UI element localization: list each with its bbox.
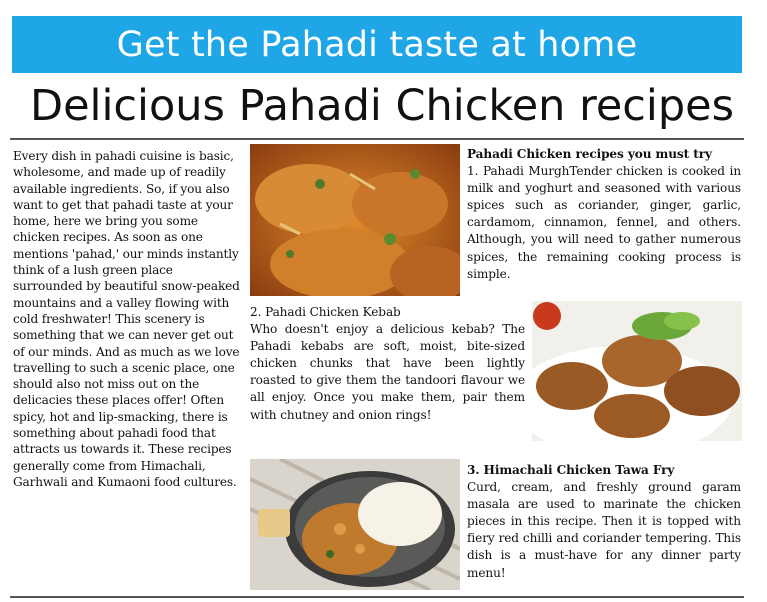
- intro-column: Every dish in pahadi cuisine is basic, wholesome, and made up of readily available ingredients. So, if you also want to get that pahadi taste at your home, here we bring you some chicken recipes. As soon as one mentions 'pahad,' our minds instantly think of a lush green place surrounded by beautiful snow-peaked mountains and a valley flowing with cold freshwater! This scenery is something that we can never get out of our minds. And as much as we love travelling to such a scenic place, one should also not miss out on the delicacies these places offer! Often spicy, hot and lip-smacking, there is something about pahadi food that attracts us towards it. These recipes generally come from Himachali, Garhwali and Kumaoni food cultures.: [13, 149, 240, 489]
- banner-title: Get the Pahadi taste at home: [116, 24, 638, 65]
- banner: [12, 16, 742, 73]
- section1-heading: Pahadi Chicken recipes you must try: [467, 147, 712, 161]
- section3-text: Curd, cream, and freshly ground garam masala are used to marinate the chicken pieces in this recipe. Then it is topped with fiery red chilli and coriander tempering. This dish is a must-have for any dinner party menu!: [467, 480, 741, 580]
- section1-subheading: 1. Pahadi Murgh: [467, 164, 570, 179]
- headline: Delicious Pahadi Chicken recipes: [29, 81, 735, 131]
- section-chicken-kebab: [250, 304, 525, 424]
- section-pahadi-murgh: [467, 146, 741, 283]
- section3-subheading: 3. Himachali Chicken Tawa Fry: [467, 463, 675, 477]
- section2-subheading: 2. Pahadi Chicken Kebab: [250, 305, 401, 319]
- kebab-photo: [532, 301, 742, 441]
- bottom-divider: [10, 596, 744, 598]
- chicken-curry-photo: [250, 144, 460, 296]
- top-divider: [10, 138, 744, 140]
- section2-text: Who doesn't enjoy a delicious kebab? The Pahadi kebabs are soft, moist, bite-sized chicken chunks that have been lightly roasted to give them the tandoori flavour we all enjoy. Once you make them, pair them with chutney and onion rings!: [250, 322, 525, 422]
- section-tawa-fry: [467, 462, 741, 582]
- curry-rice-photo: [250, 459, 460, 590]
- section1-text: Tender chicken is cooked in milk and yoghurt and seasoned with various spices such as coriander, ginger, garlic, cardamom, cinnamon, fennel, and others. Although, you will need to gather numerous spices, the remaining cooking process is simple.: [467, 164, 742, 281]
